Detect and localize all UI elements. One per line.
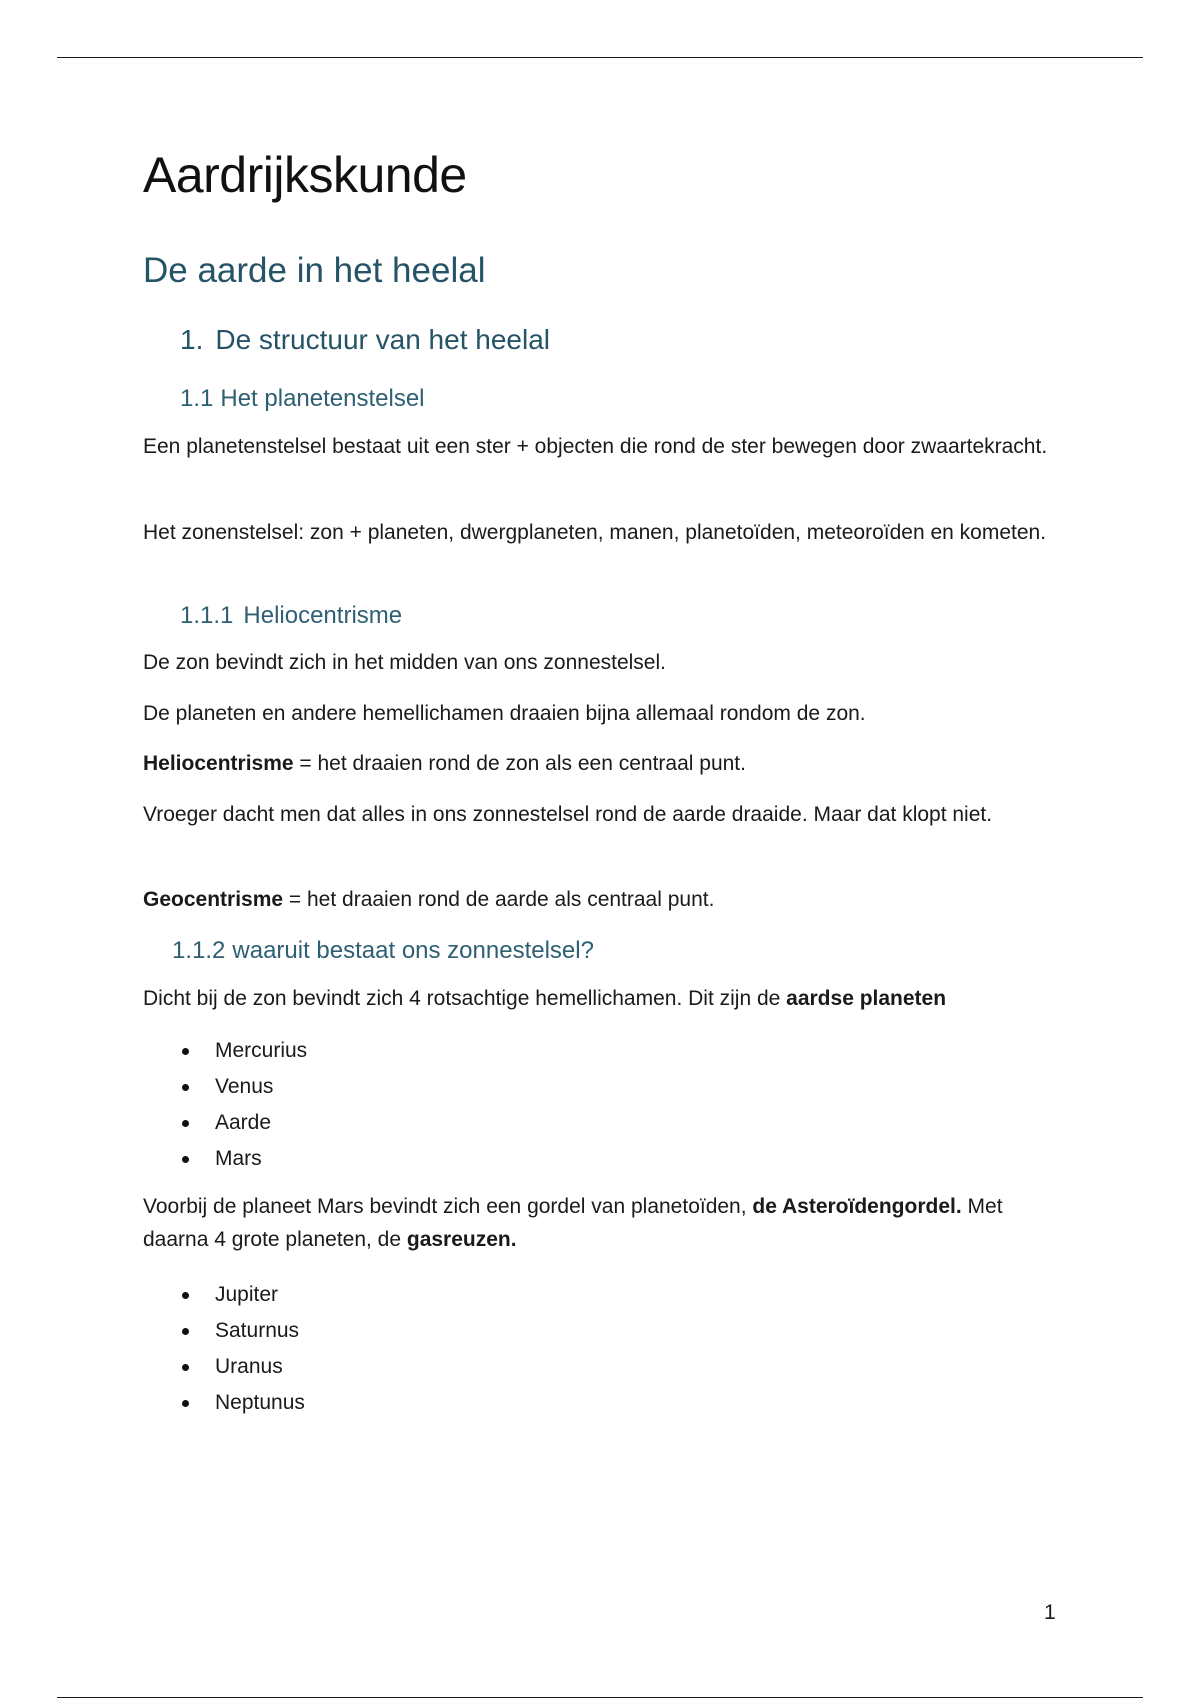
list-item <box>143 1385 305 1421</box>
header-rule <box>57 57 1143 58</box>
paragraph-planetenstelsel: Een planetenstelsel bestaat uit een ster + objecten die rond de ster bewegen door zwaartekracht. <box>143 435 1048 458</box>
list-item <box>143 1141 307 1177</box>
definition-term: Heliocentrisme <box>143 752 294 775</box>
subsection-heading-1-1-2 <box>172 937 594 966</box>
chapter-heading: De aarde in het heelal <box>143 251 486 290</box>
bullet-icon <box>182 1364 189 1371</box>
section-number: 1. <box>180 324 204 355</box>
subsection-number: 1.1.2 <box>172 937 226 964</box>
bullet-icon <box>182 1156 189 1163</box>
list-item <box>143 1105 307 1141</box>
paragraph-asteroidengordel <box>143 1190 1073 1256</box>
paragraph-bold: gasreuzen. <box>406 1228 517 1251</box>
paragraph-zon-midden: De zon bevindt zich in het midden van ons zonnestelsel. <box>143 651 666 674</box>
document-title: Aardrijkskunde <box>143 147 467 203</box>
bullet-icon <box>182 1084 189 1091</box>
list-item <box>143 1069 307 1105</box>
subsection-heading-1-1-1 <box>180 602 402 631</box>
list-item-label: Uranus <box>215 1355 283 1378</box>
section-heading <box>180 323 550 357</box>
subsection-heading-1-1 <box>180 385 425 414</box>
footer-rule <box>57 1697 1143 1698</box>
list-item <box>143 1033 307 1069</box>
bullet-icon <box>182 1120 189 1127</box>
list-item <box>143 1313 305 1349</box>
subsection-number: 1.1 <box>180 385 214 412</box>
list-item <box>143 1277 305 1313</box>
list-item-label: Aarde <box>215 1111 272 1134</box>
list-item-label: Neptunus <box>215 1391 305 1414</box>
bullet-icon <box>182 1292 189 1299</box>
paragraph-bold: de Asteroïdengordel. <box>752 1195 962 1218</box>
definition-text: = het draaien rond de zon als een centraal punt. <box>293 752 746 775</box>
page-number: 1 <box>1044 1601 1056 1624</box>
gasreuzen-list <box>143 1277 305 1421</box>
paragraph-zonnestelsel: Het zonenstelsel: zon + planeten, dwergplaneten, manen, planetoïden, meteoroïden en kometen. <box>143 521 1047 544</box>
bullet-icon <box>182 1400 189 1407</box>
paragraph-vroeger: Vroeger dacht men dat alles in ons zonnestelsel rond de aarde draaide. Maar dat klopt niet. <box>143 803 993 826</box>
section-title: De structuur van het heelal <box>215 324 550 355</box>
list-item-label: Mercurius <box>215 1039 308 1062</box>
subsection-title: Heliocentrisme <box>243 602 403 629</box>
definition-heliocentrisme <box>143 747 1073 780</box>
paragraph-text: Dicht bij de zon bevindt zich 4 rotsachtige hemellichamen. Dit zijn de <box>143 987 787 1010</box>
paragraph-text: Voorbij de planeet Mars bevindt zich een gordel van planetoïden, <box>143 1195 753 1218</box>
definition-term: Geocentrisme <box>143 888 284 911</box>
list-item-label: Mars <box>215 1147 262 1170</box>
subsection-title: Het planetenstelsel <box>220 385 425 412</box>
definition-text: = het draaien rond de aarde als centraal punt. <box>283 888 715 911</box>
subsection-title: waaruit bestaat ons zonnestelsel? <box>232 937 594 964</box>
paragraph-planeten-draaien: De planeten en andere hemellichamen draaien bijna allemaal rondom de zon. <box>143 702 866 725</box>
aardse-planeten-list <box>143 1033 307 1177</box>
subsection-number: 1.1.1 <box>180 602 234 629</box>
bullet-icon <box>182 1048 189 1055</box>
paragraph-bold: aardse planeten <box>786 987 947 1010</box>
list-item-label: Saturnus <box>215 1319 300 1342</box>
paragraph-aardse-planeten <box>143 982 1073 1015</box>
list-item-label: Jupiter <box>215 1283 279 1306</box>
definition-geocentrisme <box>143 883 1073 916</box>
paragraph-text: Met daarna 4 grote planeten, de <box>143 1195 1003 1251</box>
bullet-icon <box>182 1328 189 1335</box>
list-item-label: Venus <box>215 1075 274 1098</box>
list-item <box>143 1349 305 1385</box>
